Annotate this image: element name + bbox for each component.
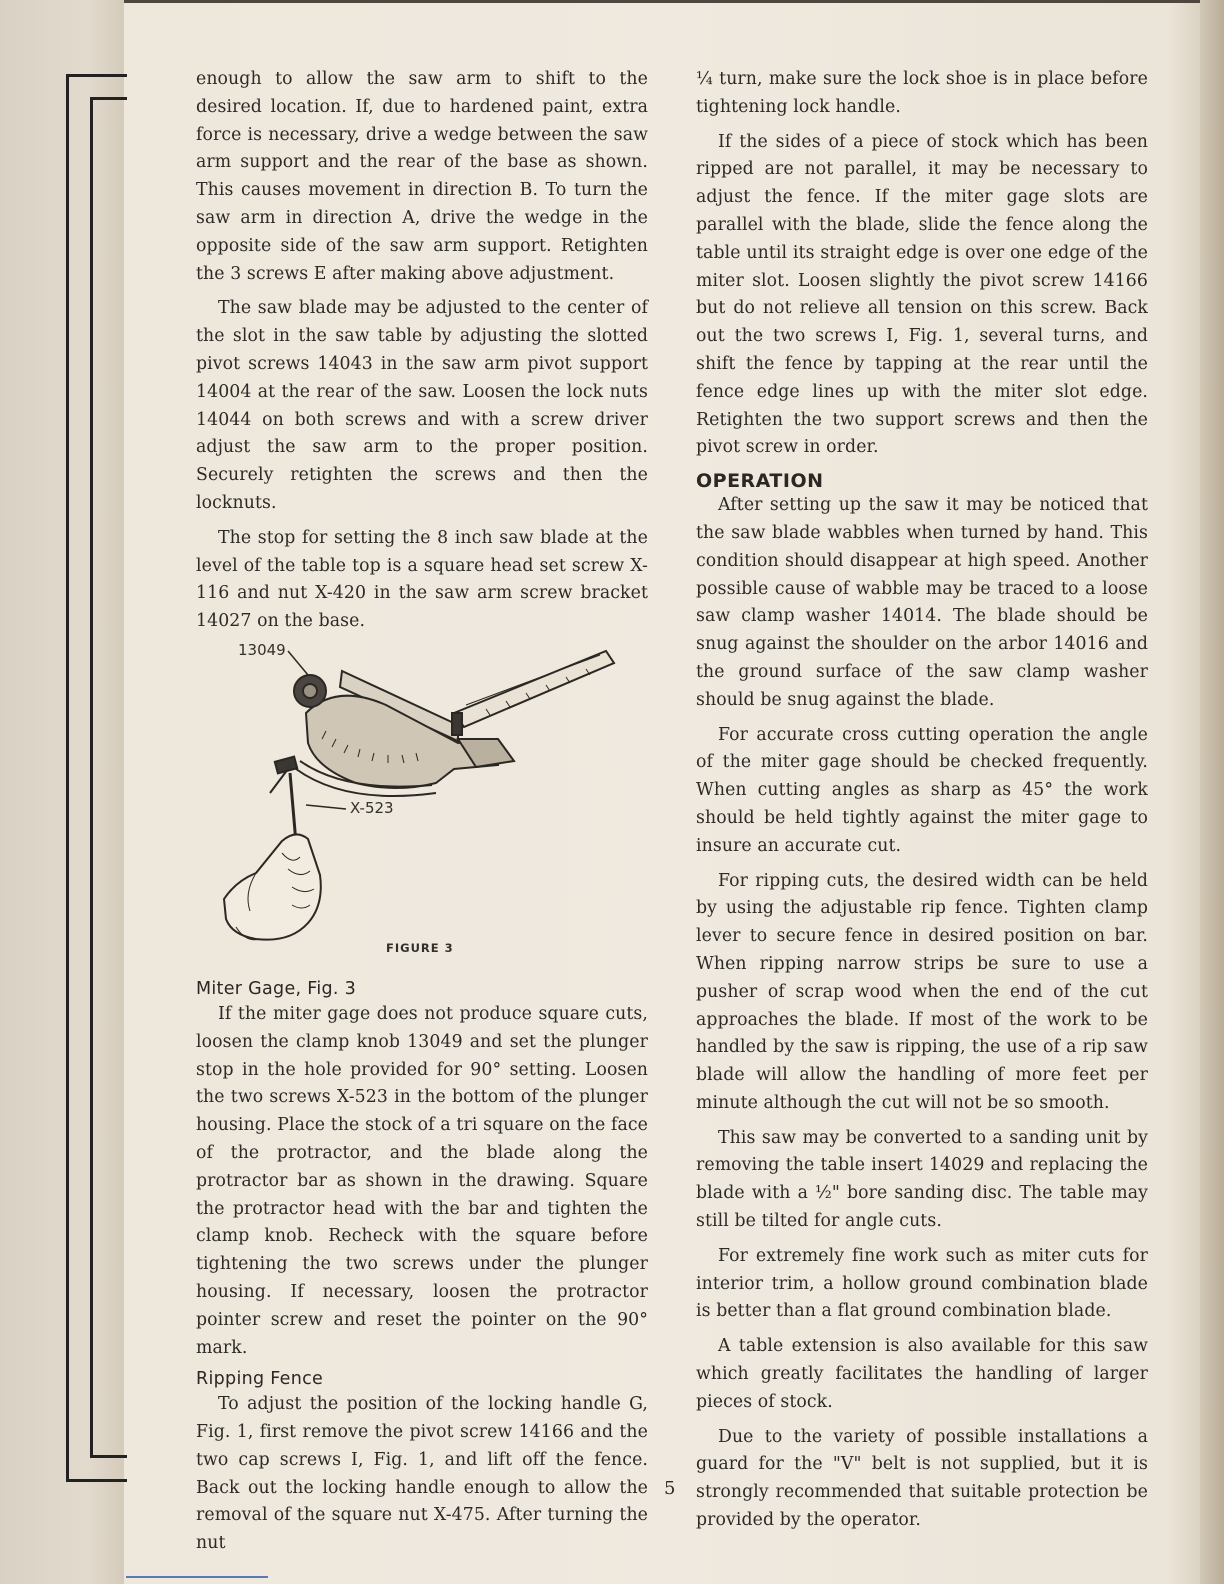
left-paragraph-5: To adjust the position of the locking handle G, Fig. 1, first remove the pivot screw 14166 and the two cap screws I, Fig. 1, and lift off the fence. Back out the locking handle enough to allow the removal of the square nut X-475. After turning the nut	[196, 1394, 648, 1554]
miter-gage-heading: Miter Gage, Fig. 3	[196, 978, 357, 999]
right-paragraph-2: If the sides of a piece of stock which has been ripped are not parallel, it may be necessary to adjust the fence. If the miter gage slots are parallel with the blade, slide the fence along the table until its straight edge is over one edge of the miter slot. Loosen slightly the pivot screw 14166 but do not relieve all tension on this screw. Back out the two screws I, Fig. 1, several turns, and shift the fence by tapping at the rear until the fence edge lines up with the miter slot edge. Retighten the two support screws and then the pivot screw in order.	[696, 131, 1148, 458]
right-paragraph-7: For extremely fine work such as miter cuts for interior trim, a hollow ground combination blade is better than a flat ground combination blade.	[696, 1245, 1148, 1322]
page-number: 5	[664, 1478, 676, 1499]
top-rule	[124, 0, 1200, 3]
ripping-fence-heading: Ripping Fence	[196, 1369, 324, 1390]
operation-heading: OPERATION	[696, 470, 824, 493]
right-paragraph-5: For ripping cuts, the desired width can be held by using the adjustable rip fence. Tighten clamp lever to secure fence in desired position on bar. When ripping narrow strips be sure to use a pusher of scrap wood when the end of the cut approaches the blade. If most of the work to be handled by the saw is ripping, the use of a rip saw blade will allow the handling of more feet per minute although the cut will not be so smooth.	[696, 870, 1148, 1113]
figure-3-miter-gage	[196, 640, 648, 973]
left-paragraph-4: If the miter gage does not produce square cuts, loosen the clamp knob 13049 and set the plunger stop in the hole provided for 90° setting. Loosen the two screws X-523 in the bottom of the plunger housing. Place the stock of a tri square on the face of the protractor, and the blade along the protractor bar as shown in the drawing. Square the protractor head with the bar and tighten the clamp knob. Recheck with the square before tightening the two screws under the plunger housing. If necessary, loosen the protractor pointer screw and reset the pointer on the 90° mark.	[196, 1003, 648, 1358]
right-paragraph-3: After setting up the saw it may be noticed that the saw blade wabbles when turned by hand. This condition should disappear at high speed. Another possible cause of wabble may be traced to a loose saw clamp washer 14014. The blade should be snug against the shoulder on the arbor 14016 and the ground surface of the saw clamp washer should be snug against the blade.	[696, 495, 1148, 710]
left-paragraph-1: enough to allow the saw arm to shift to the desired location. If, due to hardened paint, extra force is necessary, drive a wedge between the saw arm support and the rear of the base as shown. This causes movement in direction B. To turn the saw arm in direction A, drive the wedge in the opposite side of the saw arm support. Retighten the 3 screws E after making above adjustment.	[196, 69, 648, 284]
right-paragraph-4: For accurate cross cutting operation the angle of the miter gage should be checked frequently. When cutting angles as sharp as 45° the work should be held tightly against the miter gage to insure an accurate cut.	[696, 724, 1148, 856]
left-column	[196, 66, 648, 1565]
right-page-edge	[1200, 0, 1224, 1584]
bottom-edge-mark	[126, 1576, 268, 1578]
left-paragraph-2: The saw blade may be adjusted to the center of the slot in the saw table by adjusting the slotted pivot screws 14043 in the saw arm pivot support 14004 at the rear of the saw. Loosen the lock nuts 14044 on both screws and with a screw driver adjust the saw arm to the proper position. Securely retighten the screws and then the locknuts.	[196, 298, 648, 513]
right-paragraph-1: ¼ turn, make sure the lock shoe is in place before tightening lock handle.	[696, 69, 1148, 117]
figure-caption: FIGURE 3	[386, 940, 454, 955]
left-paragraph-3: The stop for setting the 8 inch saw blade at the level of the table top is a square head set screw X-116 and nut X-420 in the saw arm screw bracket 14027 on the base.	[196, 527, 648, 632]
right-paragraph-9: Due to the variety of possible installations a guard for the "V" belt is not supplied, but it is strongly recommended that suitable protection be provided by the operator.	[696, 1426, 1148, 1531]
figure-label-x523: X-523	[350, 798, 394, 817]
miter-gage-illustration	[196, 640, 648, 973]
figure-label-13049: 13049	[238, 640, 286, 659]
right-column	[696, 66, 1148, 1542]
right-paragraph-8: A table extension is also available for this saw which greatly facilitates the handling of larger pieces of stock.	[696, 1336, 1148, 1412]
binding-bracket-inner	[90, 97, 127, 1458]
right-paragraph-6: This saw may be converted to a sanding unit by removing the table insert 14029 and replacing the blade with a ½" bore sanding disc. The table may still be tilted for angle cuts.	[696, 1127, 1148, 1232]
